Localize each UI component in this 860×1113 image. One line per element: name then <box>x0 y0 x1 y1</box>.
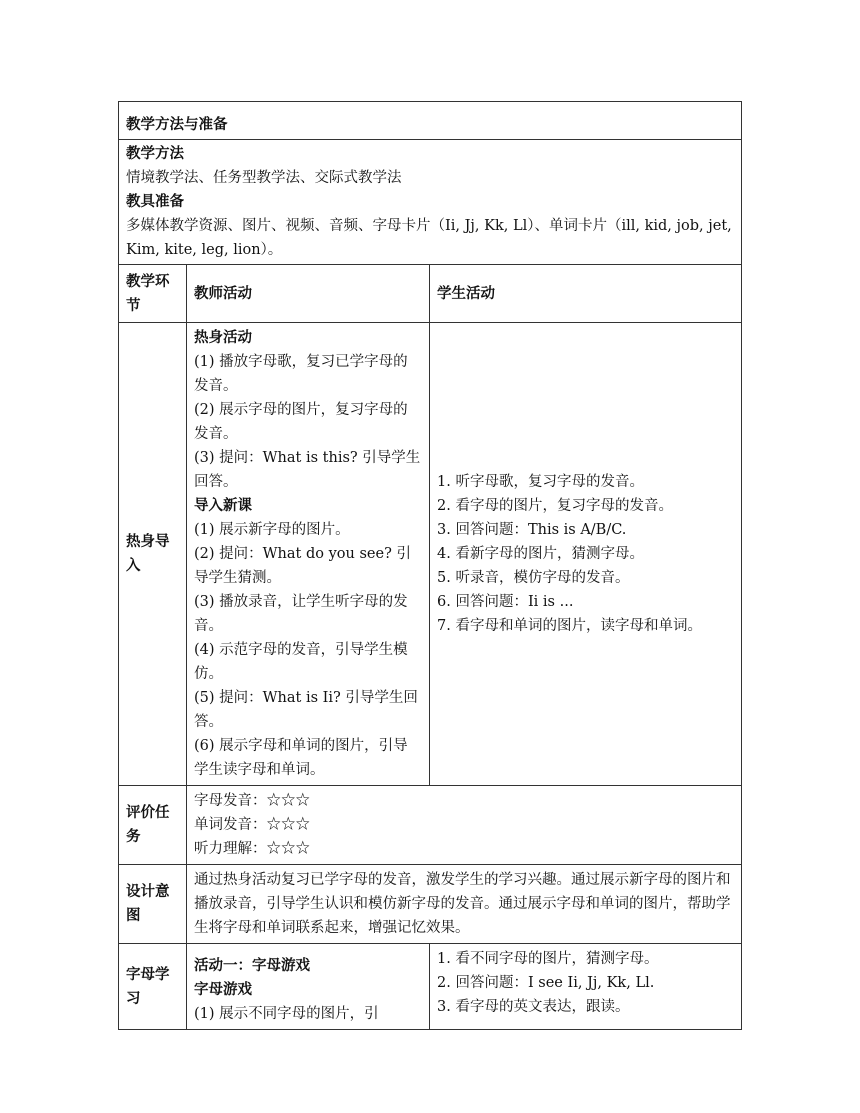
section-title: 教学方法与准备 <box>119 102 742 140</box>
warmup-row <box>119 323 742 786</box>
evaluation-item: 字母发音：☆☆☆ <box>194 793 310 809</box>
warmup-teacher-item: (3) 提问：What is this? 引导学生回答。 <box>194 450 421 490</box>
warmup-sub1: 热身活动 <box>194 330 252 346</box>
warmup-student-item: 7. 看字母和单词的图片，读字母和单词。 <box>437 618 702 634</box>
header-stage: 教学环节 <box>119 265 187 323</box>
warmup-teacher-item: (1) 展示新字母的图片。 <box>194 522 350 538</box>
letters-sub1: 活动一：字母游戏 <box>194 958 310 974</box>
evaluation-item: 听力理解：☆☆☆ <box>194 841 310 857</box>
tools-heading: 教具准备 <box>126 194 184 210</box>
evaluation-item: 单词发音：☆☆☆ <box>194 817 310 833</box>
header-student: 学生活动 <box>430 265 742 323</box>
letters-student-item: 2. 回答问题：I see Ii, Jj, Kk, Ll. <box>437 975 655 991</box>
warmup-teacher-item: (1) 播放字母歌，复习已学字母的发音。 <box>194 354 408 394</box>
letters-sub2: 字母游戏 <box>194 982 252 998</box>
warmup-student-item: 1. 听字母歌，复习字母的发音。 <box>437 474 644 490</box>
design-stage: 设计意图 <box>119 865 187 944</box>
design-row <box>119 865 742 944</box>
warmup-student-cell <box>430 323 742 786</box>
methods-heading: 教学方法 <box>126 146 184 162</box>
letters-student-item: 1. 看不同字母的图片，猜测字母。 <box>437 951 659 967</box>
evaluation-stage: 评价任务 <box>119 786 187 865</box>
lesson-plan-document <box>118 101 741 1030</box>
warmup-student-item: 4. 看新字母的图片，猜测字母。 <box>437 546 644 562</box>
methods-row <box>119 140 742 265</box>
methods-cell <box>119 140 742 265</box>
letters-student-cell <box>430 944 742 1030</box>
warmup-teacher-cell <box>187 323 430 786</box>
header-row <box>119 265 742 323</box>
warmup-teacher-item: (4) 示范字母的发音，引导学生模仿。 <box>194 642 408 682</box>
warmup-student-item: 3. 回答问题：This is A/B/C. <box>437 522 627 538</box>
warmup-student-item: 5. 听录音，模仿字母的发音。 <box>437 570 630 586</box>
design-text: 通过热身活动复习已学字母的发音，激发学生的学习兴趣。通过展示新字母的图片和播放录音，引导学生认识和模仿新字母的发音。通过展示字母和单词的图片，帮助学生将字母和单词联系起来，增强记忆效果。 <box>187 865 742 944</box>
section-title-row <box>119 102 742 140</box>
warmup-stage: 热身导入 <box>119 323 187 786</box>
evaluation-row <box>119 786 742 865</box>
letters-teacher-cell <box>187 944 430 1030</box>
letters-student-item: 3. 看字母的英文表达，跟读。 <box>437 999 630 1015</box>
warmup-student-item: 6. 回答问题：Ii is ... <box>437 594 574 610</box>
lesson-plan-table <box>118 101 742 1030</box>
warmup-teacher-item: (3) 播放录音，让学生听字母的发音。 <box>194 594 408 634</box>
warmup-teacher-item: (2) 展示字母的图片，复习字母的发音。 <box>194 402 408 442</box>
letters-row <box>119 944 742 1030</box>
warmup-teacher-item: (5) 提问：What is Ii? 引导学生回答。 <box>194 690 418 730</box>
tools-text: 多媒体教学资源、图片、视频、音频、字母卡片（Ii, Jj, Kk, Ll）、单词卡片（ill, kid, job, jet, Kim, kite, leg, lion）。 <box>126 218 732 258</box>
letters-teacher-item: (1) 展示不同字母的图片，引 <box>194 1006 379 1022</box>
warmup-student-item: 2. 看字母的图片，复习字母的发音。 <box>437 498 673 514</box>
letters-stage: 字母学习 <box>119 944 187 1030</box>
header-teacher: 教师活动 <box>187 265 430 323</box>
warmup-teacher-item: (6) 展示字母和单词的图片，引导学生读字母和单词。 <box>194 738 408 778</box>
warmup-teacher-item: (2) 提问：What do you see? 引导学生猜测。 <box>194 546 411 586</box>
methods-text: 情境教学法、任务型教学法、交际式教学法 <box>126 170 402 186</box>
evaluation-cell <box>187 786 742 865</box>
warmup-sub2: 导入新课 <box>194 498 252 514</box>
